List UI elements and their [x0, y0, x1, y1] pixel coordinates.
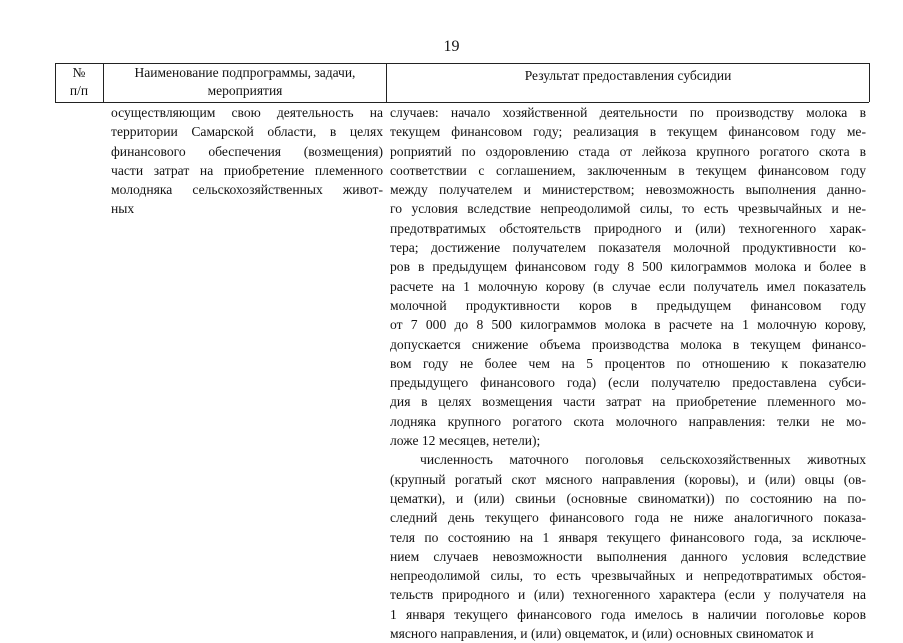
subsidy-result-line: тера; достижение получателем показателя молочной продуктивности ко- — [390, 240, 866, 256]
subsidy-result-line: соответствии с соглашением, заключенным в текущем финансовом году — [390, 162, 866, 178]
subsidy-result-line: ложе 12 месяцев, нетели); — [390, 433, 541, 449]
header-number-line1: № — [72, 65, 86, 80]
subsidy-result-line: между получателем и министерством; невозможность выполнения данно- — [390, 182, 866, 198]
program-name-line: части затрат на приобретение племенного — [111, 162, 383, 178]
subsidy-result-line: тельств природного и (или) техногенного характера (если у получателя на — [390, 587, 866, 603]
page-number: 19 — [443, 38, 460, 55]
subsidy-result-line: следний день текущего финансового года не ниже аналогичного показа- — [390, 510, 866, 526]
subsidy-result-line: допускается снижение объема производства молока в текущем финансо- — [390, 336, 866, 352]
subsidy-result-line: непреодолимой силы, то есть чрезвычайных и непредотвратимых обстоя- — [390, 568, 866, 584]
subsidy-result-line: роприятий по оздоровлению стада от лейкоза крупного рогатого скота в — [390, 143, 866, 159]
subsidy-result-line: от 7 000 до 8 500 килограммов молока в расчете на 1 молочную корову, — [390, 317, 866, 333]
program-name-line: территории Самарской области, в целях — [111, 124, 383, 140]
subsidy-result-line: лодняка крупного рогатого скота молочного направления: телки не мо- — [390, 413, 866, 429]
program-name-line: осуществляющим свою деятельность на — [111, 105, 383, 120]
subsidy-result-line: (крупный рогатый скот мясного направления (коровы), и (или) овцы (ов- — [390, 471, 866, 487]
header-name-line1: Наименование подпрограммы, задачи, — [134, 65, 356, 80]
program-name-line: финансового обеспечения (возмещения) — [111, 143, 383, 159]
header-number-column — [55, 63, 103, 102]
program-name-cell — [111, 103, 383, 219]
header-result-column: Результат предоставления субсидии — [524, 68, 732, 83]
subsidy-result-line: численность маточного поголовья сельскохозяйственных животных — [420, 452, 866, 468]
subsidy-result-line: молочной продуктивности коров в предыдущем финансовом году — [390, 297, 866, 313]
subsidy-result-line: случаев: начало хозяйственной деятельности по производству молока в — [390, 105, 866, 120]
subsidy-result-line: мясного направления, и (или) овцематок, и (или) основных свиноматок и — [390, 626, 814, 642]
subsidy-result-line: нием случаев невозможности выполнения данного условия вследствие — [390, 548, 866, 564]
subsidy-result-line: дия в целях возмещения части затрат на приобретение племенного мо- — [390, 394, 866, 410]
header-name-line2: мероприятия — [207, 83, 283, 98]
subsidy-result-line: 1 января текущего финансового года имелось в наличии поголовье коров — [390, 606, 866, 622]
header-name-column — [104, 63, 386, 102]
subsidy-result-line: предыдущего финансового года) (если получателю предоставлена субси- — [390, 375, 866, 391]
table-border-right — [869, 63, 870, 102]
subsidy-result-line: предотвратимых обстоятельств природного и (или) техногенного харак- — [390, 220, 866, 236]
subsidy-result-line: го условия вследствие непреодолимой силы, то есть чрезвычайных и не- — [390, 201, 866, 217]
subsidy-result-line: теля по состоянию на 1 января текущего финансового года, за исключе- — [390, 529, 866, 545]
subsidy-result-line: цематки), и (или) свиньи (основные свиноматки)) по состоянию на по- — [390, 490, 866, 506]
subsidy-result-line: ров в предыдущем финансовом году 8 500 килограммов молока и более в — [390, 259, 866, 275]
header-number-line2: п/п — [69, 83, 89, 98]
subsidy-result-line: вом году не более чем на 5 процентов по отношению к показателю — [390, 355, 866, 371]
program-name-line: ных — [111, 201, 135, 217]
subsidy-result-cell — [390, 103, 866, 643]
program-name-line: молодняка сельскохозяйственных живот- — [111, 182, 383, 198]
subsidy-result-line: текущем финансовом году; реализация в текущем финансовом году ме- — [390, 124, 866, 140]
subsidy-result-line: расчете на 1 молочную корову (в случае если получатель имел показатель — [390, 278, 866, 294]
